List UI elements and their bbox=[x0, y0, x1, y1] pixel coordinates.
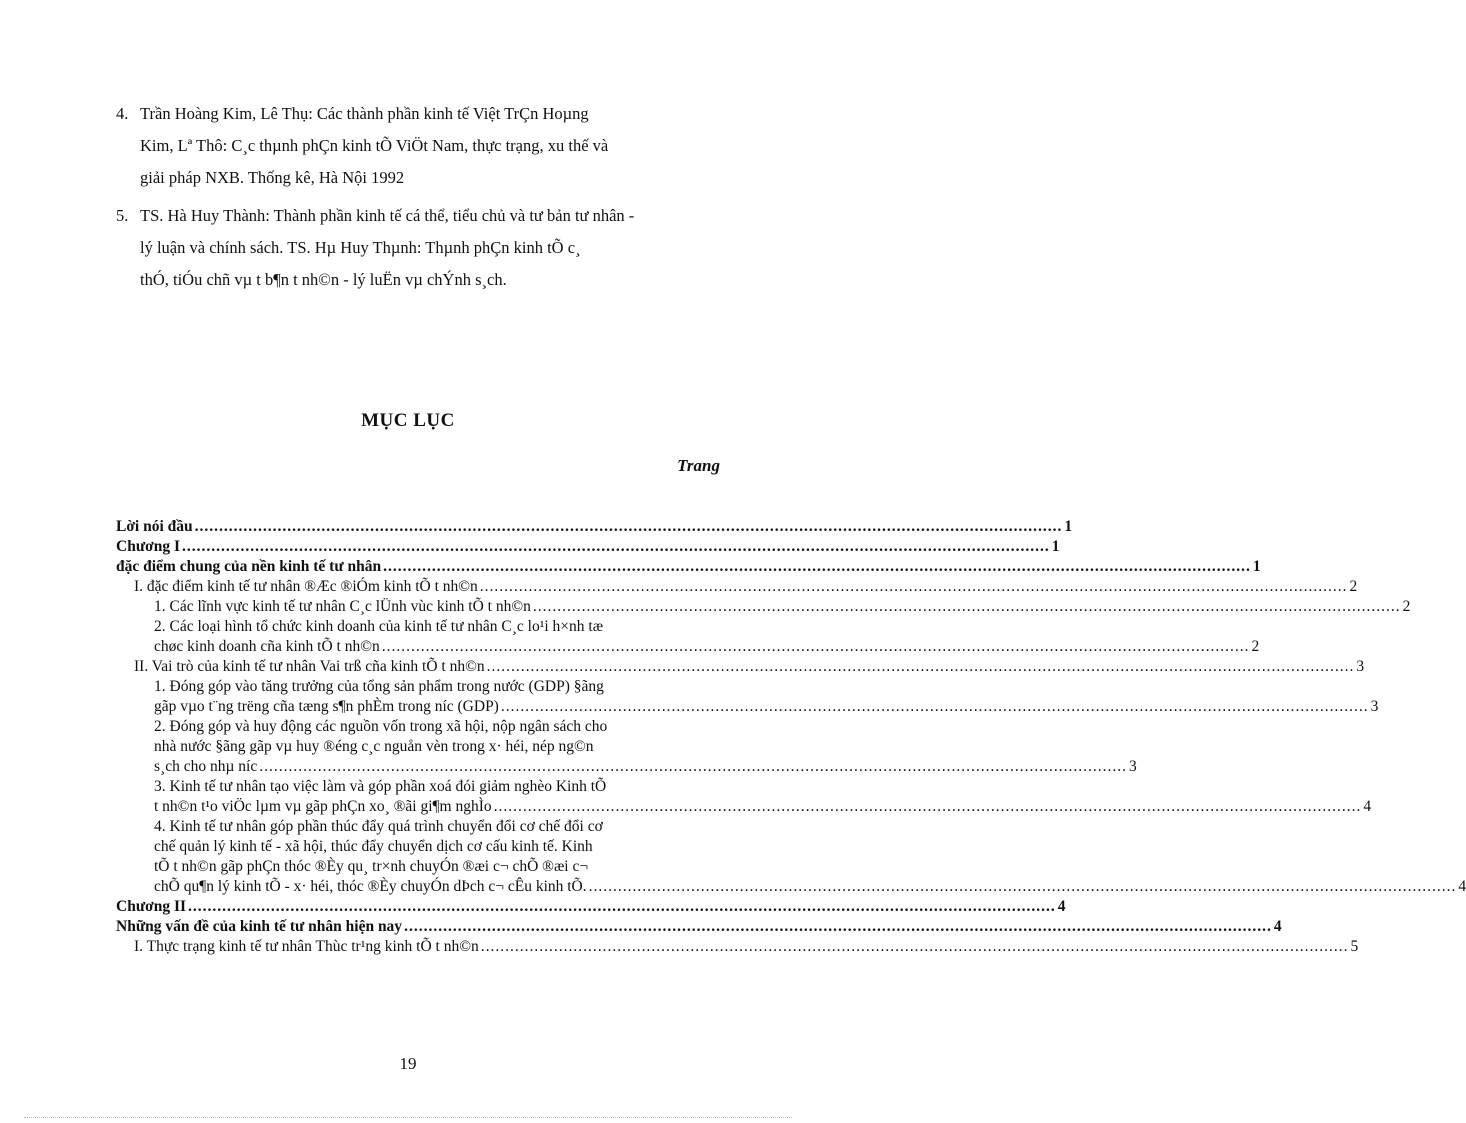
toc-dot-leader: .................................................................................................................................................................................. bbox=[480, 938, 1349, 955]
toc-page-number: 2 bbox=[1349, 578, 1358, 595]
toc-entry-last-line bbox=[116, 577, 1358, 597]
toc-entry[interactable] bbox=[116, 937, 1359, 957]
toc-title: MỤC LỤC bbox=[361, 410, 455, 431]
toc-entry[interactable] bbox=[116, 777, 1372, 817]
toc-page-number: 1 bbox=[1252, 558, 1261, 575]
toc-page-column-header: Trang bbox=[677, 456, 720, 475]
toc-entry[interactable] bbox=[116, 517, 1073, 537]
toc-entry-label: 1. Các lĩnh vực kinh tế tư nhân C¸c lÜnh vùc kinh tÕ t nh©n bbox=[154, 598, 531, 615]
toc-page-number: 4 bbox=[1458, 878, 1466, 895]
toc-page-number: 1 bbox=[1064, 518, 1073, 535]
toc-dot-leader: .................................................................................................................................................................................. bbox=[532, 598, 1401, 615]
page-bottom-border bbox=[24, 1117, 792, 1118]
reference-number: 4. bbox=[116, 104, 129, 123]
reference-text: TS. Hà Huy Thành: Thành phần kinh tế cá thể, tiểu chủ và tư bản tư nhân - bbox=[140, 206, 635, 225]
reference-number: 5. bbox=[116, 206, 129, 225]
toc-entry[interactable] bbox=[116, 617, 1260, 657]
toc-entry-label: gãp vµo t¨ng trëng cña tæng s¶n phÈm trong níc (GDP) bbox=[154, 698, 499, 715]
toc-dot-leader: .................................................................................................................................................................................. bbox=[181, 538, 1050, 555]
reference-continuation-line: Kim, Lª Thô: C¸c thµnh phÇn kinh tÕ ViÖt Nam, thực trạng, xu thế và bbox=[140, 136, 609, 155]
toc-page-number: 3 bbox=[1370, 698, 1379, 715]
reference-continuation-line: thÓ, tiÓu chñ vµ t b¶n t nh©n - lý luËn vµ chÝnh s¸ch. bbox=[140, 270, 507, 289]
toc-entry-line: 2. Đóng góp và huy động các nguồn vốn trong xã hội, nộp ngân sách cho bbox=[154, 718, 608, 735]
toc-dot-leader: .................................................................................................................................................................................. bbox=[493, 798, 1362, 815]
reference-first-line bbox=[116, 98, 720, 130]
toc-page-number: 5 bbox=[1350, 938, 1359, 955]
toc-entry[interactable] bbox=[116, 817, 1466, 897]
toc-entry-label: đặc điểm chung của nền kinh tế tư nhân bbox=[116, 558, 382, 575]
toc-entry-line: 4. Kinh tế tư nhân góp phần thúc đẩy quá trình chuyển đổi cơ chế đổi cơ bbox=[154, 818, 603, 835]
toc-entry-label: Những vấn đề của kinh tế tư nhân hiện nay bbox=[116, 918, 403, 935]
toc-dot-leader: .................................................................................................................................................................................. bbox=[259, 758, 1127, 775]
toc-page-number: 4 bbox=[1057, 898, 1066, 915]
toc-dot-leader: .................................................................................................................................................................................. bbox=[500, 698, 1369, 715]
toc-entry-last-line bbox=[116, 917, 1282, 937]
toc-entry-line: nhà nước §ãng gãp vµ huy ®éng c¸c nguån vèn trong x· héi, nép ng©n bbox=[154, 738, 594, 755]
reference-text: Trần Hoàng Kim, Lê Thụ: Các thành phần kinh tế Việt TrÇn Hoµng bbox=[140, 104, 589, 123]
toc-entry-line: chế quản lý kinh tế - xã hội, thúc đẩy chuyển dịch cơ cấu kinh tế. Kinh bbox=[154, 838, 593, 855]
toc-entry-label: s¸ch cho nhµ níc bbox=[154, 758, 258, 775]
toc-entry-line: 2. Các loại hình tổ chức kinh doanh của kinh tế tư nhân C¸c lo¹i h×nh tæ bbox=[154, 618, 604, 635]
table-of-contents bbox=[116, 517, 1466, 957]
toc-entry[interactable] bbox=[116, 677, 1379, 717]
toc-entry-last-line bbox=[116, 657, 1365, 677]
toc-entry-label: t nh©n t¹o viÖc lµm vµ gãp phÇn xo¸ ®ãi gi¶m nghÌo bbox=[154, 798, 492, 815]
toc-entry-last-line bbox=[116, 757, 1137, 777]
toc-entry-label: Chương II bbox=[116, 898, 187, 915]
toc-entry-label: chøc kinh doanh cña kinh tÕ t nh©n bbox=[154, 638, 380, 655]
toc-entry-last-line bbox=[116, 797, 1372, 817]
toc-entry-last-line bbox=[116, 937, 1359, 957]
toc-page-number: 4 bbox=[1363, 798, 1372, 815]
reference-item bbox=[116, 200, 720, 296]
toc-dot-leader: .................................................................................................................................................................................. bbox=[479, 578, 1348, 595]
toc-entry[interactable] bbox=[116, 897, 1066, 917]
toc-entry-label: Chương I bbox=[116, 538, 180, 555]
toc-dot-leader: .................................................................................................................................................................................. bbox=[383, 558, 1251, 575]
toc-entry-last-line bbox=[116, 637, 1260, 657]
toc-entry-line: 3. Kinh tế tư nhân tạo việc làm và góp phần xoá đói giảm nghèo Kinh tÕ bbox=[154, 778, 607, 795]
toc-dot-leader: .................................................................................................................................................................................. bbox=[194, 518, 1063, 535]
toc-entry-last-line bbox=[116, 517, 1073, 537]
toc-dot-leader: .................................................................................................................................................................................. bbox=[381, 638, 1250, 655]
toc-page-number: 4 bbox=[1273, 918, 1282, 935]
toc-page-number: 3 bbox=[1356, 658, 1365, 675]
toc-entry-last-line bbox=[116, 557, 1261, 577]
toc-entry-label: chÕ qu¶n lý kinh tÕ - x· héi, thóc ®Èy chuyÓn dÞch c¬ cÊu kinh tÕ. bbox=[154, 878, 587, 895]
toc-entry-line: tÕ t nh©n gãp phÇn thóc ®Èy qu¸ tr×nh chuyÓn ®æi c¬ chÕ ®æi c¬ bbox=[154, 858, 589, 875]
toc-entry[interactable] bbox=[116, 917, 1282, 937]
toc-dot-leader: .................................................................................................................................................................................. bbox=[588, 878, 1457, 895]
toc-entry[interactable] bbox=[116, 597, 1411, 617]
toc-entry[interactable] bbox=[116, 537, 1060, 557]
toc-entry[interactable] bbox=[116, 717, 1137, 777]
reference-continuation-line: giải pháp NXB. Thống kê, Hà Nội 1992 bbox=[140, 168, 405, 187]
toc-dot-leader: .................................................................................................................................................................................. bbox=[188, 898, 1056, 915]
reference-item bbox=[116, 98, 720, 194]
toc-entry[interactable] bbox=[116, 577, 1358, 597]
toc-page-number: 3 bbox=[1128, 758, 1137, 775]
toc-entry-line: 1. Đóng góp vào tăng trưởng của tổng sản phẩm trong nước (GDP) §ãng bbox=[154, 678, 604, 695]
toc-entry[interactable] bbox=[116, 557, 1261, 577]
toc-entry[interactable] bbox=[116, 657, 1365, 677]
toc-page-number: 1 bbox=[1051, 538, 1060, 555]
reference-first-line bbox=[116, 200, 720, 232]
toc-entry-label: Lời nói đầu bbox=[116, 518, 193, 535]
toc-entry-label: I. Thực trạng kinh tế tư nhân Thùc tr¹ng kinh tÕ t nh©n bbox=[134, 938, 479, 955]
toc-entry-last-line bbox=[116, 597, 1411, 617]
toc-entry-label: I. đặc điểm kinh tế tư nhân ®Æc ®iÓm kinh tÕ t nh©n bbox=[134, 578, 478, 595]
reference-continuation-line: lý luận và chính sách. TS. Hµ Huy Thµnh: Thµnh phÇn kinh tÕ c¸ bbox=[140, 238, 581, 257]
toc-entry-last-line bbox=[116, 537, 1060, 557]
toc-entry-last-line bbox=[116, 697, 1379, 717]
toc-page-number: 2 bbox=[1251, 638, 1260, 655]
page-number: 19 bbox=[399, 1054, 417, 1073]
toc-dot-leader: .................................................................................................................................................................................. bbox=[486, 658, 1355, 675]
toc-dot-leader: .................................................................................................................................................................................. bbox=[404, 918, 1272, 935]
toc-entry-last-line bbox=[116, 897, 1066, 917]
toc-page-number: 2 bbox=[1402, 598, 1411, 615]
toc-entry-last-line bbox=[116, 877, 1466, 897]
toc-entry-label: II. Vai trò của kinh tế tư nhân Vai trß cña kinh tÕ t nh©n bbox=[134, 658, 485, 675]
reference-list bbox=[116, 98, 720, 302]
